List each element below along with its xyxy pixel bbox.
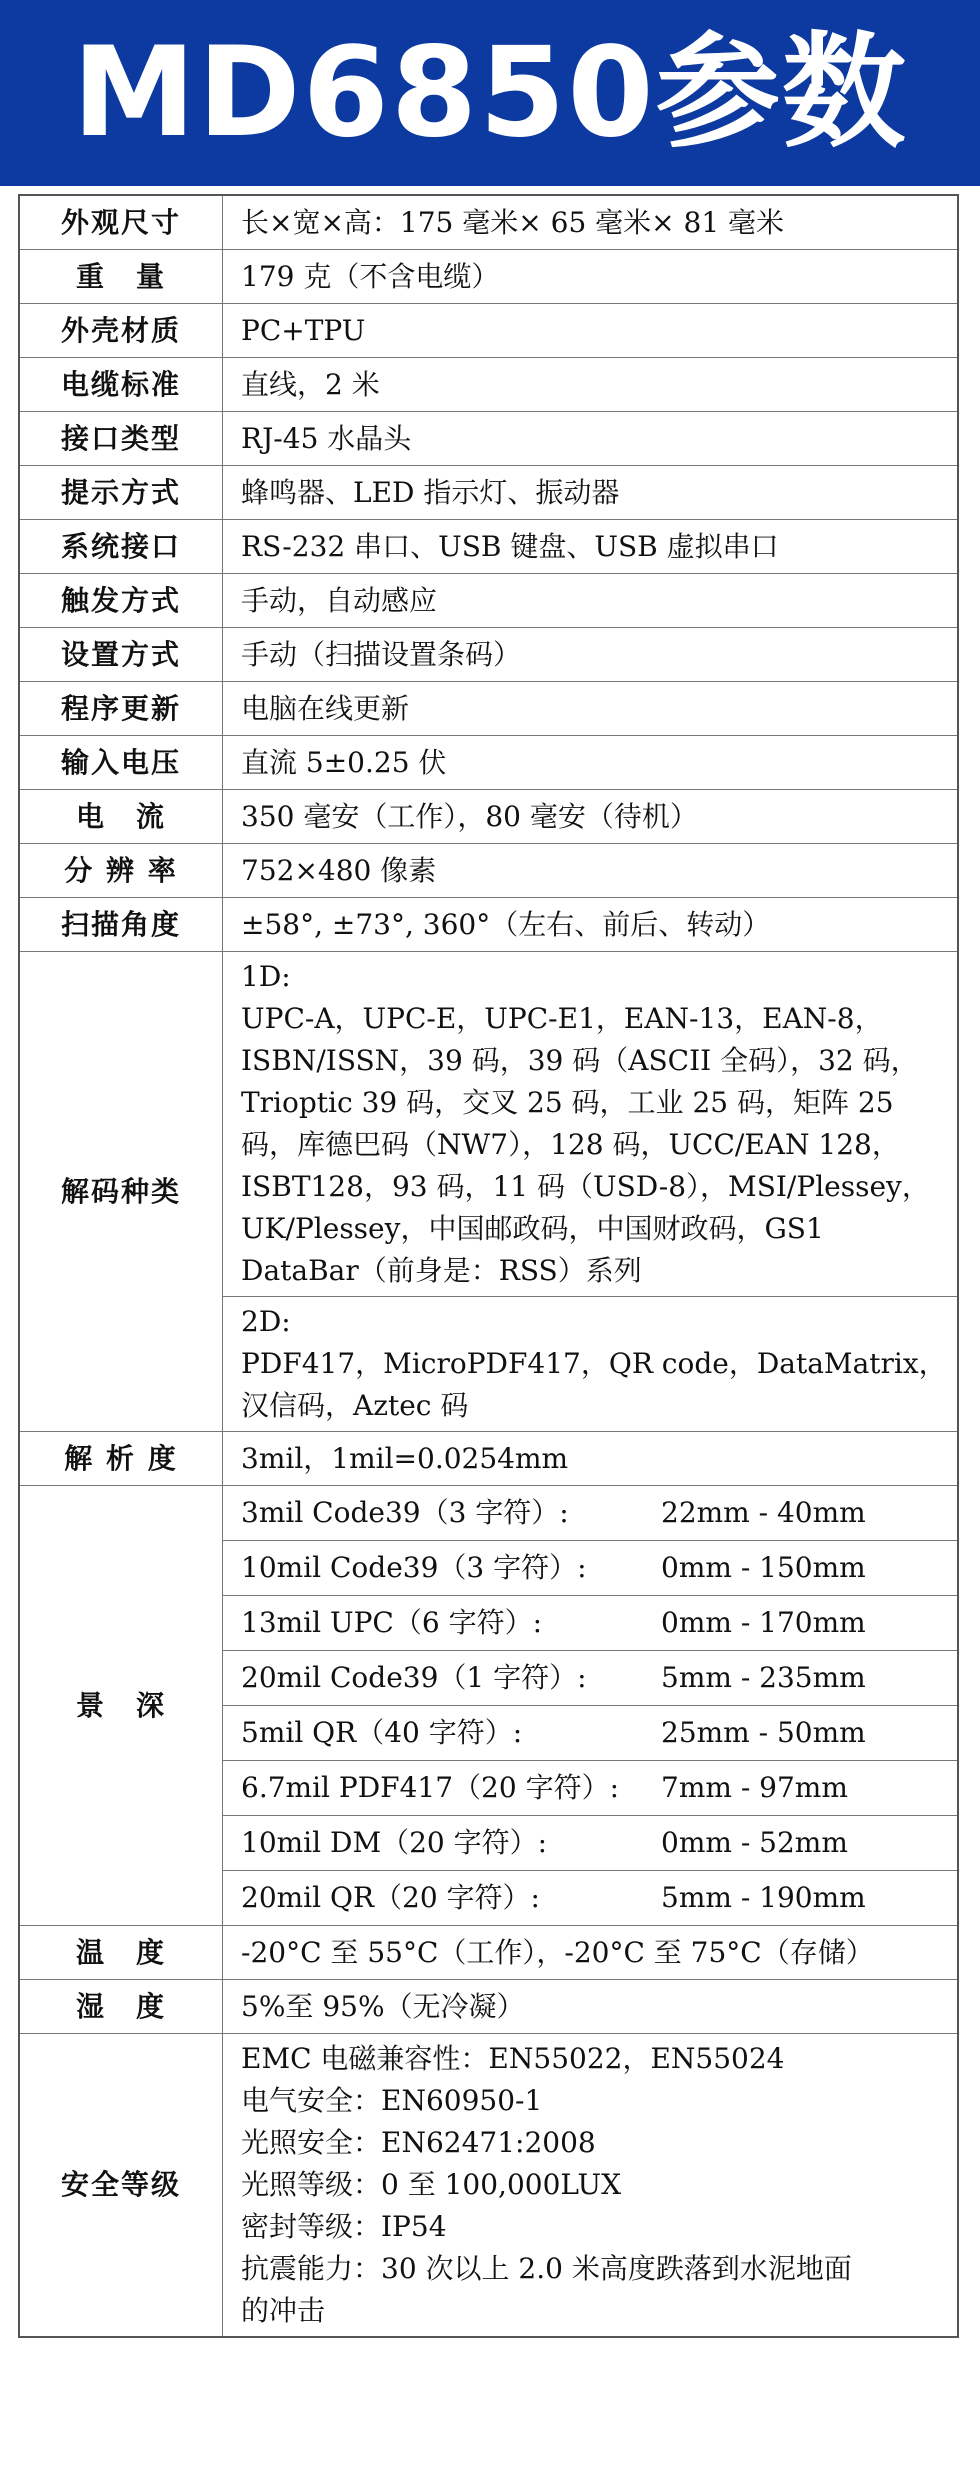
- spec-label: 设置方式: [19, 628, 223, 682]
- dof-code: 3mil Code39（3 字符）:: [241, 1496, 569, 1529]
- spec-value: 蜂鸣器、LED 指示灯、振动器: [223, 466, 959, 520]
- dof-item: [223, 1651, 959, 1706]
- spec-row: [19, 628, 958, 682]
- dof-range: 25mm - 50mm: [661, 1716, 866, 1749]
- spec-row: [19, 250, 958, 304]
- title-banner: [0, 0, 980, 186]
- spec-value: ±58°, ±73°, 360°（左右、前后、转动）: [223, 898, 959, 952]
- spec-label: 输入电压: [19, 736, 223, 790]
- page-title: MD6850参数: [72, 21, 908, 165]
- spec-value: 长×宽×高：175 毫米× 65 毫米× 81 毫米: [223, 195, 959, 250]
- spec-value: 手动（扫描设置条码）: [223, 628, 959, 682]
- spec-label: 扫描角度: [19, 898, 223, 952]
- dof-item: [223, 1541, 959, 1596]
- spec-label: 电 流: [19, 790, 223, 844]
- dof-code: 5mil QR（40 字符）:: [241, 1716, 523, 1749]
- spec-row: [19, 358, 958, 412]
- spec-row: [19, 195, 958, 250]
- dof-code: 13mil UPC（6 字符）:: [241, 1606, 543, 1639]
- dof-range: 7mm - 97mm: [661, 1771, 848, 1804]
- decode-2d-value: 2D: PDF417，MicroPDF417，QR code，DataMatrix， 汉信码，Aztec 码: [223, 1297, 959, 1432]
- spec-label: 分 辨 率: [19, 844, 223, 898]
- dof-code: 10mil Code39（3 字符）:: [241, 1551, 587, 1584]
- spec-label: 外观尺寸: [19, 195, 223, 250]
- spec-row: [19, 520, 958, 574]
- spec-value: 179 克（不含电缆）: [223, 250, 959, 304]
- dof-code: 20mil QR（20 字符）:: [241, 1881, 540, 1914]
- dof-item: [223, 1871, 959, 1926]
- spec-value: 直流 5±0.25 伏: [223, 736, 959, 790]
- spec-label: 接口类型: [19, 412, 223, 466]
- spec-label: 重 量: [19, 250, 223, 304]
- dof-range: 0mm - 150mm: [661, 1551, 866, 1584]
- spec-row: [19, 736, 958, 790]
- spec-row: [19, 466, 958, 520]
- humidity-value: 5%至 95%（无冷凝）: [223, 1980, 959, 2034]
- spec-label: 触发方式: [19, 574, 223, 628]
- resolution-value: 3mil，1mil=0.0254mm: [223, 1432, 959, 1486]
- spec-label: 提示方式: [19, 466, 223, 520]
- dof-range: 0mm - 170mm: [661, 1606, 866, 1639]
- humidity-row: [19, 1980, 958, 2034]
- dof-item: [223, 1486, 959, 1541]
- dof-range: 0mm - 52mm: [661, 1826, 848, 1859]
- spec-row: [19, 412, 958, 466]
- safety-label: 安全等级: [19, 2034, 223, 2338]
- spec-value: 电脑在线更新: [223, 682, 959, 736]
- dof-range: 22mm - 40mm: [661, 1496, 866, 1529]
- spec-label: 系统接口: [19, 520, 223, 574]
- spec-label: 程序更新: [19, 682, 223, 736]
- spec-value: RJ-45 水晶头: [223, 412, 959, 466]
- decode-row-1d: [19, 952, 958, 1297]
- spec-value: 直线，2 米: [223, 358, 959, 412]
- spec-value: 752×480 像素: [223, 844, 959, 898]
- dof-row: [19, 1486, 958, 1541]
- dof-item: [223, 1596, 959, 1651]
- spec-row: [19, 844, 958, 898]
- spec-row: [19, 682, 958, 736]
- spec-value: PC+TPU: [223, 304, 959, 358]
- spec-row: [19, 574, 958, 628]
- temperature-value: -20°C 至 55°C（工作），-20°C 至 75°C（存储）: [223, 1926, 959, 1980]
- decode-label: 解码种类: [19, 952, 223, 1432]
- resolution-label: 解 析 度: [19, 1432, 223, 1486]
- spec-value: RS-232 串口、USB 键盘、USB 虚拟串口: [223, 520, 959, 574]
- dof-code: 10mil DM（20 字符）:: [241, 1826, 548, 1859]
- safety-row: [19, 2034, 958, 2338]
- spec-table: [18, 194, 959, 2338]
- temperature-row: [19, 1926, 958, 1980]
- dof-item: [223, 1761, 959, 1816]
- decode-1d-value: 1D: UPC-A，UPC-E，UPC-E1，EAN-13，EAN-8， ISBN/ISSN，39 码，39 码（ASCII 全码），32 码， Trioptic 39 码，交叉 25 码，工业 25 码，矩阵 25 码，库德巴码（NW7），128 码，UCC/EAN 128， ISBT128，93 码，11 码（USD-8），MSI/Plessey， UK/Plessey，中国邮政码，中国财政码，GS1 DataBar（前身是：RSS）系列: [223, 952, 959, 1297]
- spec-label: 电缆标准: [19, 358, 223, 412]
- spec-row: [19, 790, 958, 844]
- dof-code: 20mil Code39（1 字符）:: [241, 1661, 587, 1694]
- spec-label: 外壳材质: [19, 304, 223, 358]
- dof-code: 6.7mil PDF417（20 字符）:: [241, 1771, 620, 1804]
- dof-range: 5mm - 190mm: [661, 1881, 866, 1914]
- dof-item: [223, 1816, 959, 1871]
- dof-range: 5mm - 235mm: [661, 1661, 866, 1694]
- resolution-row: [19, 1432, 958, 1486]
- dof-item: [223, 1706, 959, 1761]
- spec-value: 350 毫安（工作），80 毫安（待机）: [223, 790, 959, 844]
- humidity-label: 湿 度: [19, 1980, 223, 2034]
- safety-value: EMC 电磁兼容性：EN55022，EN55024 电气安全：EN60950-1 光照安全：EN62471:2008 光照等级：0 至 100,000LUX 密封等级：IP54 抗震能力：30 次以上 2.0 米高度跌落到水泥地面 的冲击: [223, 2034, 959, 2338]
- spec-row: [19, 304, 958, 358]
- dof-label: 景 深: [19, 1486, 223, 1926]
- spec-row: [19, 898, 958, 952]
- temperature-label: 温 度: [19, 1926, 223, 1980]
- spec-value: 手动，自动感应: [223, 574, 959, 628]
